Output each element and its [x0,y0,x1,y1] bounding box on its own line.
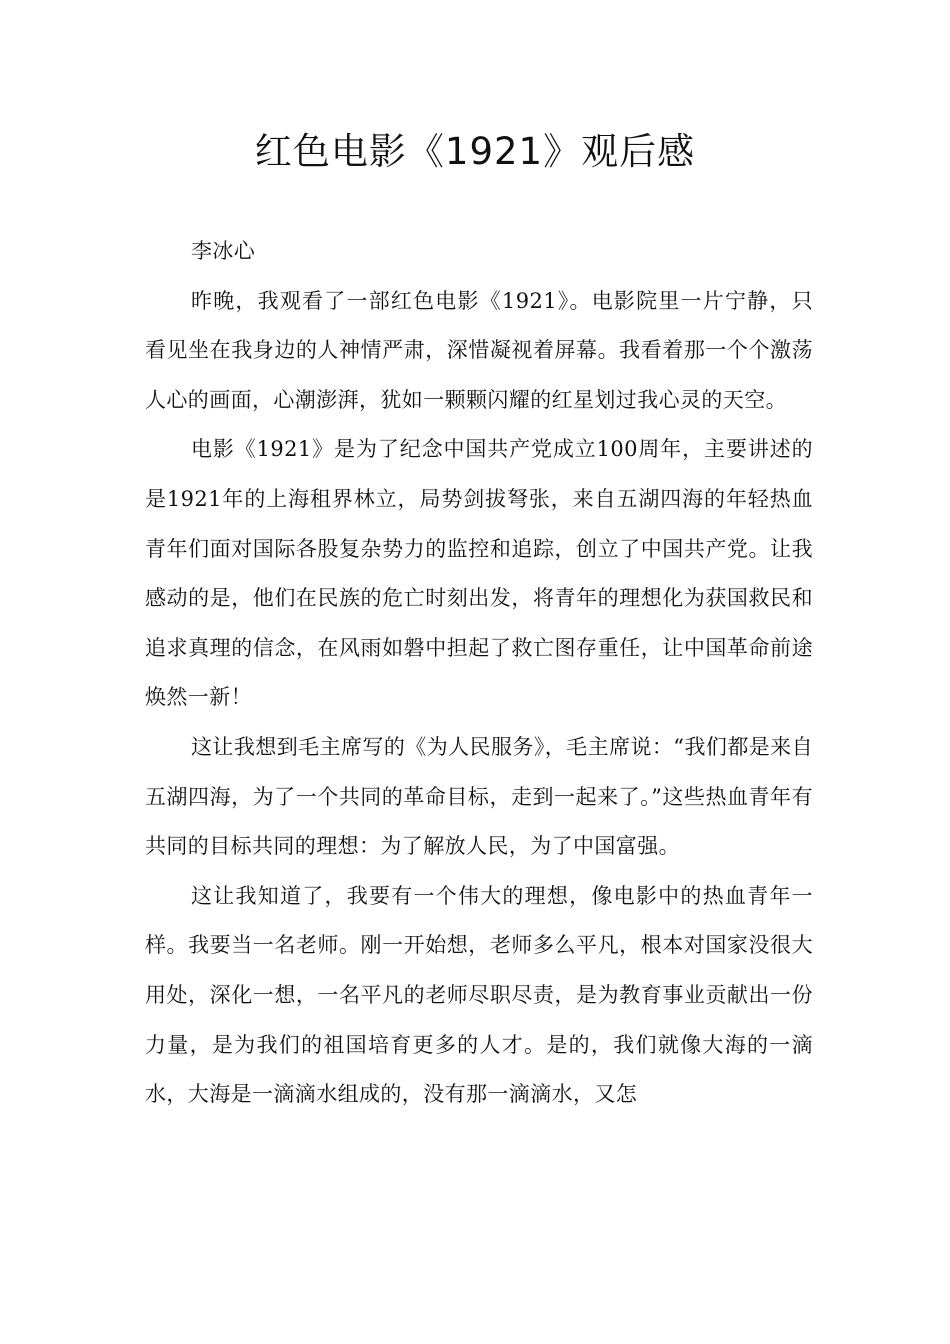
document-title: 红色电影《1921》观后感 [254,130,696,173]
paragraph-2: 电影《1921》是为了纪念中国共产党成立100周年，主要讲述的是1921年的上海租界林立，局势剑拔弩张，来自五湖四海的年轻热血青年们面对国际各股复杂势力的监控和追踪，创立了中国共产党。让我感动的是，他们在民族的危亡时刻出发，将青年的理想化为获国救民和追求真理的信念，在风雨如磐中担起了救亡图存重任，让中国革命前途焕然一新！ [145,437,813,710]
document-body [145,227,813,1120]
paragraph-1: 昨晚，我观看了一部红色电影《1921》。电影院里一片宁静，只看见坐在我身边的人神情严肃，深惜凝视着屏幕。我看着那一个个激荡人心的画面，心潮澎湃，犹如一颗颗闪耀的红星划过我心灵的天空。 [145,288,813,412]
paragraph-4: 这让我知道了，我要有一个伟大的理想，像电影中的热血青年一样。我要当一名老师。刚一开始想，老师多么平凡，根本对国家没很大用处，深化一想，一名平凡的老师尽职尽责，是为教育事业贡献出一份力量，是为我们的祖国培育更多的人才。是的，我们就像大海的一滴水，大海是一滴滴水组成的，没有那一滴滴水，又怎 [145,883,813,1107]
author-name: 李冰心 [191,239,256,263]
paragraph-3: 这让我想到毛主席写的《为人民服务》，毛主席说：“我们都是来自五湖四海，为了一个共同的革命目标，走到一起来了。”这些热血青年有共同的目标共同的理想：为了解放人民，为了中国富强。 [145,734,813,859]
